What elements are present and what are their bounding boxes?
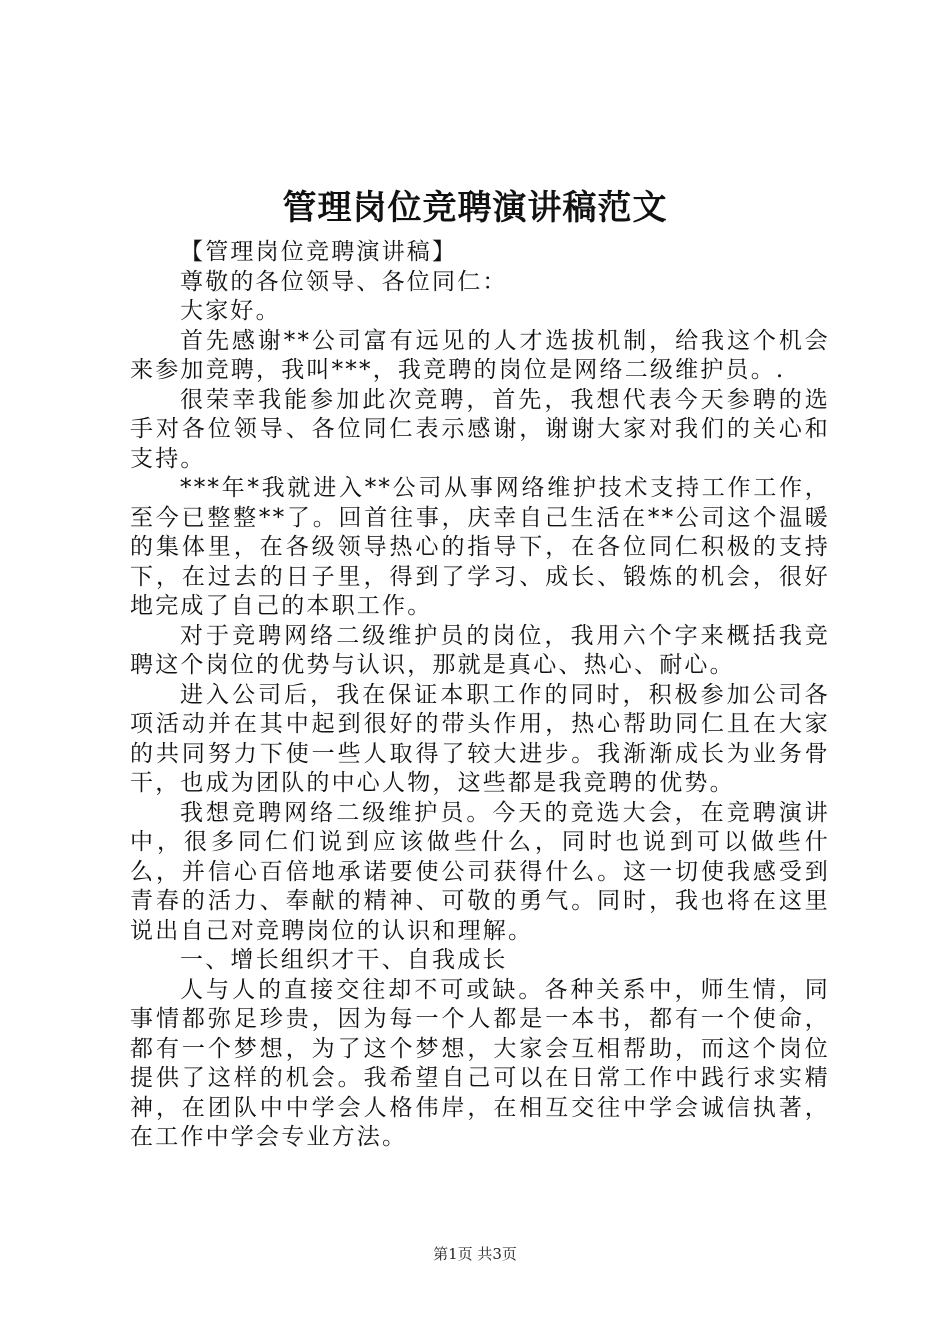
paragraph: 进入公司后，我在保证本职工作的同时，积极参加公司各项活动并在其中起到很好的带头作用，热心帮助同仁且在大家的共同努力下使一些人取得了较大进步。我渐渐成长为业务骨干，也成为团队的中心人物，这些都是我竞聘的优势。 (130, 681, 830, 796)
paragraph: ***年*我就进入**公司从事网络维护技术支持工作工作，至今已整整**了。回首往事，庆幸自己生活在**公司这个温暖的集体里，在各级领导热心的指导下，在各位同仁积极的支持下，在过去的日子里，得到了学习、成长、锻炼的机会，很好地完成了自己的本职工作。 (130, 475, 830, 619)
document-title: 管理岗位竞聘演讲稿范文 (282, 188, 668, 228)
document-body (130, 238, 830, 1153)
paragraph-salutation: 尊敬的各位领导、各位同仁： (180, 268, 508, 295)
paragraph-greeting: 大家好。 (180, 298, 281, 324)
paragraph: 首先感谢**公司富有远见的人才选拔机制，给我这个机会来参加竞聘，我叫***，我竞聘的岗位是网络二级维护员。. (130, 327, 830, 383)
paragraph: 人与人的直接交往却不可或缺。各种关系中，师生情，同事情都弥足珍贵，因为每一个人都是一本书，都有一个使命，都有一个梦想，为了这个梦想，大家会互相帮助，而这个岗位提供了这样的机会。我希望自己可以在日常工作中践行求实精神，在团队中中学会人格伟岸，在相互交往中学会诚信执著，在工作中学会专业方法。 (130, 976, 830, 1150)
section-heading: 一、增长组织才干、自我成长 (180, 947, 508, 973)
paragraph: 对于竞聘网络二级维护员的岗位，我用六个字来概括我竞聘这个岗位的优势与认识，那就是真心、热心、耐心。 (130, 622, 830, 678)
paragraph-heading: 【管理岗位竞聘演讲稿】 (180, 239, 458, 265)
page-footer: 第1页 共3页 (433, 1245, 517, 1263)
paragraph: 很荣幸我能参加此次竞聘，首先，我想代表今天参聘的选手对各位领导、各位同仁表示感谢，谢谢大家对我们的关心和支持。 (130, 386, 830, 472)
paragraph: 我想竞聘网络二级维护员。今天的竞选大会，在竞聘演讲中，很多同仁们说到应该做些什么，同时也说到可以做些什么，并信心百倍地承诺要使公司获得什么。这一切使我感受到青春的活力、奉献的精神、可敬的勇气。同时，我也将在这里说出自己对竞聘岗位的认识和理解。 (130, 799, 830, 944)
